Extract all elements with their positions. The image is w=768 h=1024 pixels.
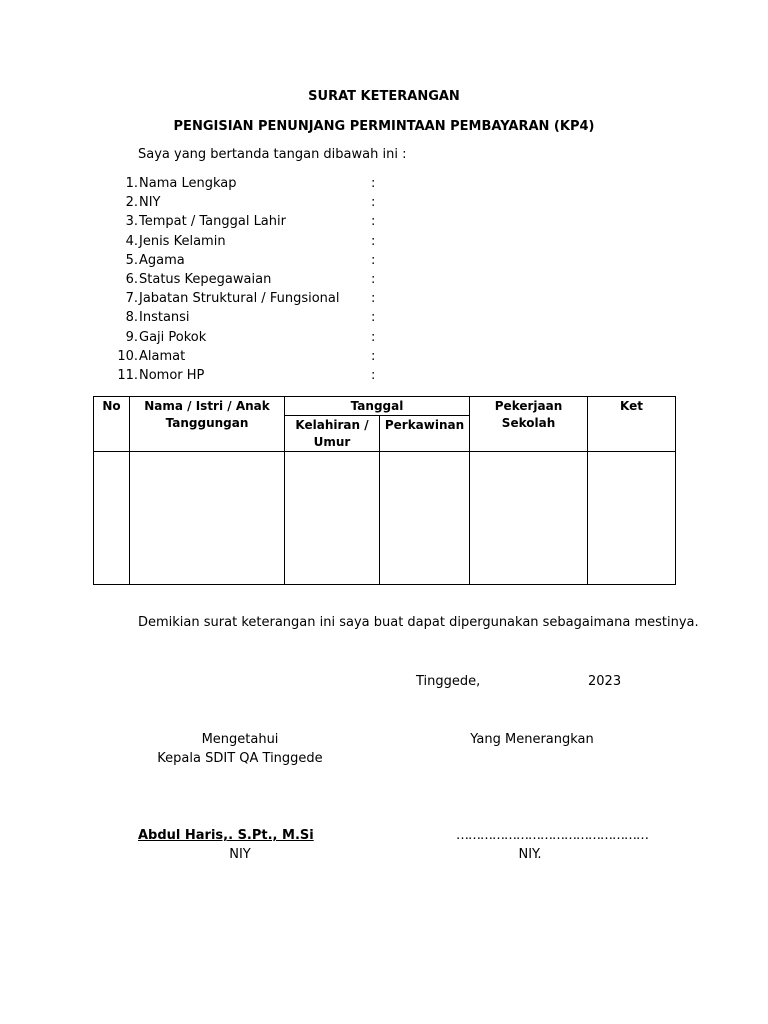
- header-nama-line-2: Tanggungan: [165, 416, 249, 430]
- header-ket: [588, 397, 676, 452]
- table-cell-no: [94, 452, 130, 585]
- field-row-status-kepegawaian: [112, 272, 412, 291]
- field-colon: :: [371, 195, 376, 211]
- header-no-label: No: [102, 399, 121, 413]
- field-row-jabatan: [112, 291, 412, 310]
- field-number: 4.: [125, 233, 138, 249]
- header-kelahiran-line-1: Kelahiran /: [295, 418, 369, 432]
- left-signer-position: Kepala SDIT QA Tinggede: [157, 751, 323, 766]
- table-cell-nama: [130, 452, 285, 585]
- table-cell-kelahiran: [285, 452, 380, 585]
- table-cell-ket: [588, 452, 676, 585]
- field-label: Tempat / Tanggal Lahir: [139, 214, 286, 230]
- field-number: 5.: [125, 252, 138, 268]
- field-number: 3.: [125, 214, 138, 230]
- right-signer-name-placeholder: …………………………………………: [456, 828, 648, 843]
- field-row-nomor-hp: [112, 368, 412, 387]
- field-label: Jenis Kelamin: [139, 233, 226, 249]
- right-signer-role: Yang Menerangkan: [470, 732, 594, 747]
- field-row-jenis-kelamin: [112, 234, 412, 253]
- field-label: Alamat: [139, 348, 186, 364]
- field-colon: :: [371, 271, 376, 287]
- identity-field-list: [112, 176, 412, 387]
- table-row: [94, 452, 676, 585]
- field-colon: :: [371, 252, 376, 268]
- header-ket-label: Ket: [620, 399, 643, 413]
- document-title: SURAT KETERANGAN: [308, 89, 460, 104]
- header-tanggal-label: Tanggal: [350, 399, 404, 413]
- year-text: 2023: [588, 674, 622, 689]
- field-row-nama-lengkap: [112, 176, 412, 195]
- field-number: 10.: [117, 348, 138, 364]
- field-number: 6.: [125, 271, 138, 287]
- field-row-instansi: [112, 310, 412, 329]
- header-nama: [130, 397, 285, 452]
- right-signer-id: NIY.: [518, 847, 542, 862]
- header-pekerjaan-line-2: Sekolah: [501, 416, 556, 430]
- table-cell-perkawinan: [380, 452, 470, 585]
- intro-text: Saya yang bertanda tangan dibawah ini :: [138, 147, 407, 162]
- field-row-agama: [112, 253, 412, 272]
- left-signer-name: Abdul Haris,. S.Pt., M.Si: [138, 828, 314, 843]
- header-nama-line-1: Nama / Istri / Anak: [144, 399, 270, 413]
- header-tanggal: [285, 397, 470, 416]
- table-cell-pekerjaan: [470, 452, 588, 585]
- field-row-gaji-pokok: [112, 330, 412, 349]
- field-number: 9.: [125, 329, 138, 345]
- header-perkawinan-label: Perkawinan: [384, 418, 465, 432]
- field-number: 2.: [125, 195, 138, 211]
- document-subtitle: PENGISIAN PENUNJANG PERMINTAAN PEMBAYARAN (KP4): [173, 119, 595, 134]
- left-signer-id: NIY: [229, 847, 251, 862]
- field-colon: :: [371, 291, 376, 307]
- header-pekerjaan: [470, 397, 588, 452]
- field-label: Agama: [139, 252, 185, 268]
- header-kelahiran: [285, 416, 380, 452]
- field-number: 1.: [125, 176, 138, 191]
- field-colon: :: [371, 176, 376, 191]
- place-text: Tinggede,: [416, 674, 481, 689]
- header-no: [94, 397, 130, 452]
- field-number: 7.: [125, 291, 138, 307]
- header-pekerjaan-line-1: Pekerjaan: [494, 399, 563, 413]
- field-label: Status Kepegawaian: [139, 271, 272, 287]
- field-number: 8.: [125, 310, 138, 326]
- field-number: 11.: [117, 367, 138, 383]
- field-colon: :: [371, 310, 376, 326]
- field-row-tempat-tanggal-lahir: [112, 214, 412, 233]
- header-perkawinan: [380, 416, 470, 452]
- field-row-niy: [112, 195, 412, 214]
- field-label: Nomor HP: [139, 367, 205, 383]
- field-label: NIY: [139, 195, 161, 211]
- field-row-alamat: [112, 349, 412, 368]
- closing-statement: Demikian surat keterangan ini saya buat dapat dipergunakan sebagaimana mestinya.: [138, 615, 699, 630]
- left-signer-role: Mengetahui: [201, 732, 279, 747]
- field-colon: :: [371, 233, 376, 249]
- field-label: Nama Lengkap: [139, 176, 237, 191]
- field-label: Gaji Pokok: [139, 329, 207, 345]
- dependents-table: [93, 396, 676, 585]
- field-colon: :: [371, 329, 376, 345]
- header-kelahiran-line-2: Umur: [313, 435, 351, 449]
- field-colon: :: [371, 367, 376, 383]
- field-colon: :: [371, 348, 376, 364]
- field-label: Instansi: [139, 310, 190, 326]
- field-colon: :: [371, 214, 376, 230]
- field-label: Jabatan Struktural / Fungsional: [139, 291, 340, 307]
